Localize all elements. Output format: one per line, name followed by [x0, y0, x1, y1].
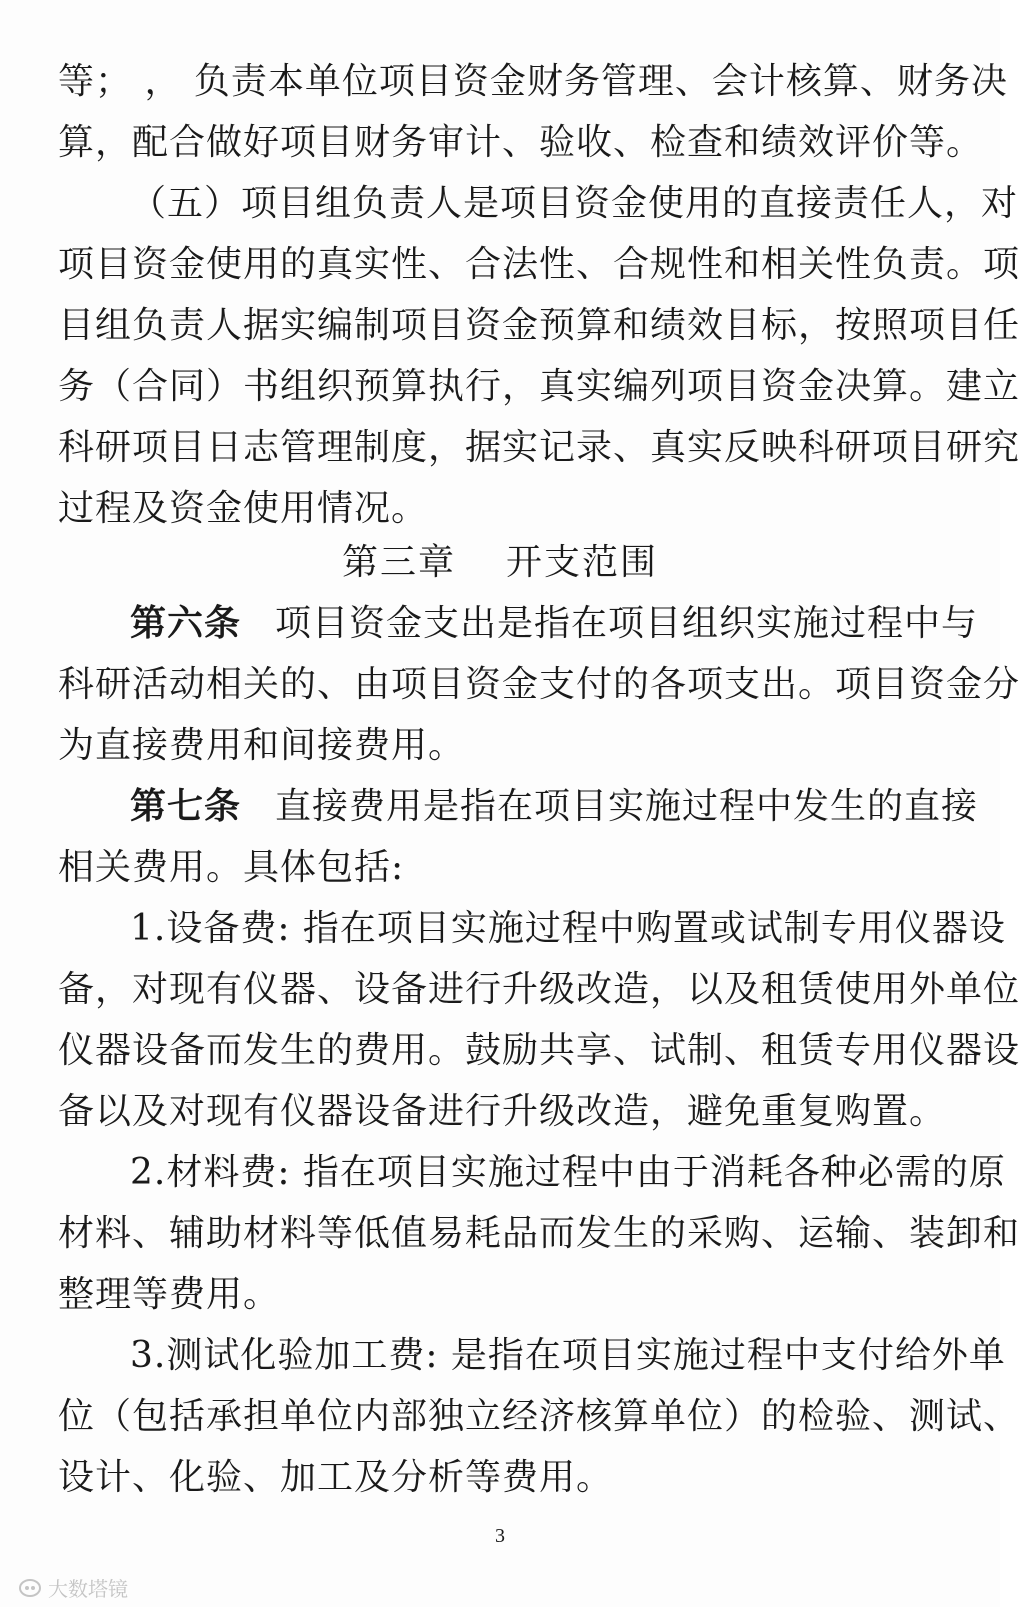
paragraph-line: 为直接费用和间接费用。	[58, 725, 466, 766]
article-six-line	[130, 603, 979, 644]
paragraph-line: 整理等费用。	[58, 1274, 281, 1315]
page-number: 3	[495, 1525, 505, 1547]
paragraph-line: 项目资金使用的真实性、合法性、合规性和相关性负责。项	[58, 244, 1020, 285]
paragraph-line: 设计、化验、加工及分析等费用。	[58, 1457, 614, 1498]
paragraph-line: 备以及对现有仪器设备进行升级改造，避免重复购置。	[58, 1091, 947, 1132]
paragraph-line: 位（包括承担单位内部独立经济核算单位）的检验、测试、	[58, 1396, 1020, 1437]
paragraph-line: 目组负责人据实编制项目资金预算和绩效目标，按照项目任	[58, 305, 1020, 346]
logo-icon	[18, 1577, 42, 1599]
chapter-title: 开支范围	[506, 542, 659, 583]
paragraph-line: 务（合同）书组织预算执行，真实编列项目资金决算。建立	[58, 366, 1020, 407]
paragraph-line: 备，对现有仪器、设备进行升级改造，以及租赁使用外单位	[58, 969, 1020, 1010]
watermark-text: 大数塔镜	[48, 1577, 128, 1601]
paragraph-line: 材料、辅助材料等低值易耗品而发生的采购、运输、装卸和	[58, 1213, 1020, 1254]
chapter-number: 第三章	[341, 542, 456, 583]
paragraph-line: （五）项目组负责人是项目资金使用的直接责任人，对	[130, 183, 1019, 224]
paragraph-line: 科研活动相关的、由项目资金支付的各项支出。项目资金分	[58, 664, 1020, 705]
article-seven-line	[130, 786, 979, 827]
paragraph-line: 科研项目日志管理制度，据实记录、真实反映科研项目研究	[58, 427, 1020, 468]
paragraph-line: 1.设备费: 指在项目实施过程中购置或试制专用仪器设	[130, 908, 1006, 949]
paragraph-line: 过程及资金使用情况。	[58, 488, 429, 529]
paragraph-line: 等； ， 负责本单位项目资金财务管理、会计核算、财务决	[58, 61, 1008, 102]
paragraph-line: 3.测试化验加工费: 是指在项目实施过程中支付给外单	[130, 1335, 1006, 1376]
paragraph-text: 直接费用是指在项目实施过程中发生的直接	[275, 786, 979, 827]
watermark	[18, 1573, 128, 1602]
paragraph-line: 仪器设备而发生的费用。鼓励共享、试制、租赁专用仪器设	[58, 1030, 1020, 1071]
paragraph-line: 2.材料费: 指在项目实施过程中由于消耗各种必需的原	[130, 1152, 1006, 1193]
paragraph-line: 算，配合做好项目财务审计、验收、检查和绩效评价等。	[58, 122, 984, 163]
article-label: 第六条	[130, 603, 242, 644]
paragraph-text: 项目资金支出是指在项目组织实施过程中与	[275, 603, 979, 644]
paragraph-line: 相关费用。具体包括:	[58, 847, 405, 888]
article-label: 第七条	[130, 786, 242, 827]
chapter-heading	[0, 543, 1000, 583]
